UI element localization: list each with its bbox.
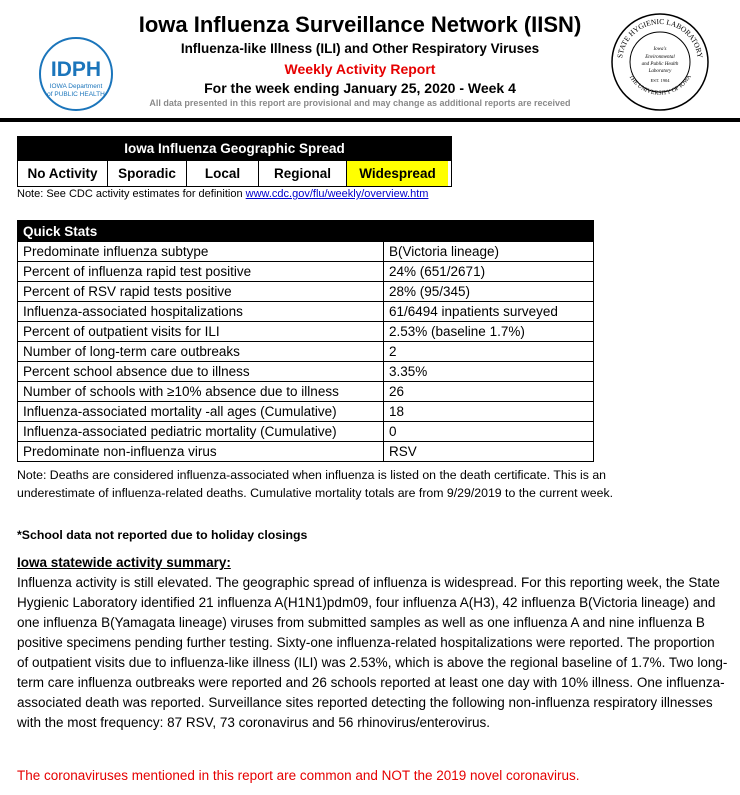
- report-subtitle: Influenza-like Illness (ILI) and Other Respiratory Viruses: [180, 41, 540, 56]
- quick-stat-label: Percent of outpatient visits for ILI: [18, 322, 384, 342]
- quick-stat-label: Percent of influenza rapid test positive: [18, 262, 384, 282]
- quick-stat-value: 0: [384, 422, 594, 442]
- provisional-note: All data presented in this report are provisional and may change as additional reports are received: [149, 98, 571, 108]
- shl-seal-est: EST. 1904: [650, 78, 670, 83]
- cdc-overview-link[interactable]: www.cdc.gov/flu/weekly/overview.htm: [245, 188, 429, 200]
- quick-stat-value: 18: [384, 402, 594, 422]
- geographic-spread-note: [17, 188, 428, 200]
- quick-stat-value: 28% (95/345): [384, 282, 594, 302]
- quick-stat-label: Percent of RSV rapid tests positive: [18, 282, 384, 302]
- quick-stat-value: 24% (651/2671): [384, 262, 594, 282]
- geographic-spread-title: Iowa Influenza Geographic Spread: [18, 137, 451, 161]
- idph-logo: [38, 36, 114, 112]
- shl-seal-line2: Environmental: [645, 55, 675, 60]
- shl-seal-line1: Iowa's: [653, 47, 667, 52]
- geographic-note-text: Note: See CDC activity estimates for definition: [17, 188, 246, 200]
- svg-text:THE UNIVERSITY OF IOWA: [627, 73, 693, 96]
- quick-stat-row: [18, 322, 594, 342]
- quick-stat-row: [18, 242, 594, 262]
- quick-stat-row: [18, 262, 594, 282]
- report-week: For the week ending January 25, 2020 - Week 4: [204, 80, 516, 96]
- deaths-note: Note: Deaths are considered influenza-associated when influenza is listed on the death certificate. This is an underestimate of influenza-related deaths. Cumulative mortality totals are from 9/29/2019 to the current week.: [17, 468, 614, 500]
- quick-stat-row: [18, 422, 594, 442]
- quick-stat-label: Number of long-term care outbreaks: [18, 342, 384, 362]
- quick-stats-table: [17, 220, 594, 462]
- quick-stat-row: [18, 442, 594, 462]
- quick-stat-label: Influenza-associated mortality -all ages (Cumulative): [18, 402, 384, 422]
- summary-heading: Iowa statewide activity summary:: [17, 555, 231, 570]
- level-widespread: Widespread: [347, 161, 448, 186]
- quick-stat-row: [18, 362, 594, 382]
- quick-stat-label: Influenza-associated pediatric mortality (Cumulative): [18, 422, 384, 442]
- svg-text:STATE HYGIENIC LABORATORY: [615, 17, 705, 59]
- school-note: *School data not reported due to holiday closings: [17, 528, 308, 542]
- report-title: Iowa Influenza Surveillance Network (IISN): [138, 12, 582, 37]
- shl-seal-line3: and Public Health: [641, 62, 679, 67]
- quick-stats-title: Quick Stats: [18, 221, 594, 242]
- quick-stat-row: [18, 382, 594, 402]
- quick-stat-label: Percent school absence due to illness: [18, 362, 384, 382]
- idph-logo-mark: IDPH: [50, 58, 102, 81]
- level-regional: Regional: [259, 161, 347, 186]
- summary-text: Influenza activity is still elevated. The geographic spread of influenza is widespread. For this reporting week, the State Hygienic Laboratory identified 21 influenza A(H1N1)pdm09, four influenza A(H3), 42 influenza B(Victoria lineage) and one influenza B(Yamagata lineage) viruses from submitted samples as well as one influenza A and nine influenza B positive specimens pending further testing. Sixty-one influenza-related hospitalizations were reported. The proportion of outpatient visits due to influenza-like illness (ILI) was 2.53%, which is above the regional baseline of 1.7%. Two long-term care influenza outbreaks were reported and 26 schools reported at least one day with 10% illness. One influenza-associated death was reported. Surveillance sites reported detecting the following non-influenza respiratory illnesses with the most frequency: 87 RSV, 73 coronavirus and 56 rhinovirus/enterovirus.: [17, 575, 728, 730]
- quick-stat-value: 26: [384, 382, 594, 402]
- quick-stats-body: [18, 242, 594, 462]
- idph-logo-line1: IOWA Department: [49, 83, 103, 90]
- quick-stat-value: 3.35%: [384, 362, 594, 382]
- geographic-spread-levels: [18, 161, 451, 186]
- quick-stat-label: Predominate non-influenza virus: [18, 442, 384, 462]
- level-no-activity: No Activity: [18, 161, 108, 186]
- quick-stat-value: RSV: [384, 442, 594, 462]
- idph-logo-line2: of PUBLIC HEALTH: [47, 91, 105, 98]
- level-local: Local: [187, 161, 259, 186]
- quick-stat-label: Influenza-associated hospitalizations: [18, 302, 384, 322]
- level-sporadic: Sporadic: [108, 161, 187, 186]
- quick-stat-row: [18, 342, 594, 362]
- shl-seal-line4: Laboratory: [648, 69, 672, 74]
- quick-stat-row: [18, 282, 594, 302]
- quick-stat-value: 2: [384, 342, 594, 362]
- shl-seal-logo: [610, 12, 710, 112]
- quick-stat-label: Predominate influenza subtype: [18, 242, 384, 262]
- shl-seal-ring-bottom: THE UNIVERSITY OF IOWA: [627, 74, 693, 97]
- quick-stat-value: B(Victoria lineage): [384, 242, 594, 262]
- header-divider: [0, 118, 740, 122]
- shl-seal-ring-top: STATE HYGIENIC LABORATORY: [615, 16, 705, 59]
- quick-stat-row: [18, 402, 594, 422]
- geographic-spread-table: [17, 136, 452, 187]
- quick-stat-value: 2.53% (baseline 1.7%): [384, 322, 594, 342]
- report-type: Weekly Activity Report: [284, 61, 436, 77]
- coronavirus-note: The coronaviruses mentioned in this report are common and NOT the 2019 novel coronavirus.: [17, 768, 580, 783]
- quick-stat-row: [18, 302, 594, 322]
- quick-stat-value: 61/6494 inpatients surveyed: [384, 302, 594, 322]
- quick-stat-label: Number of schools with ≥10% absence due to illness: [18, 382, 384, 402]
